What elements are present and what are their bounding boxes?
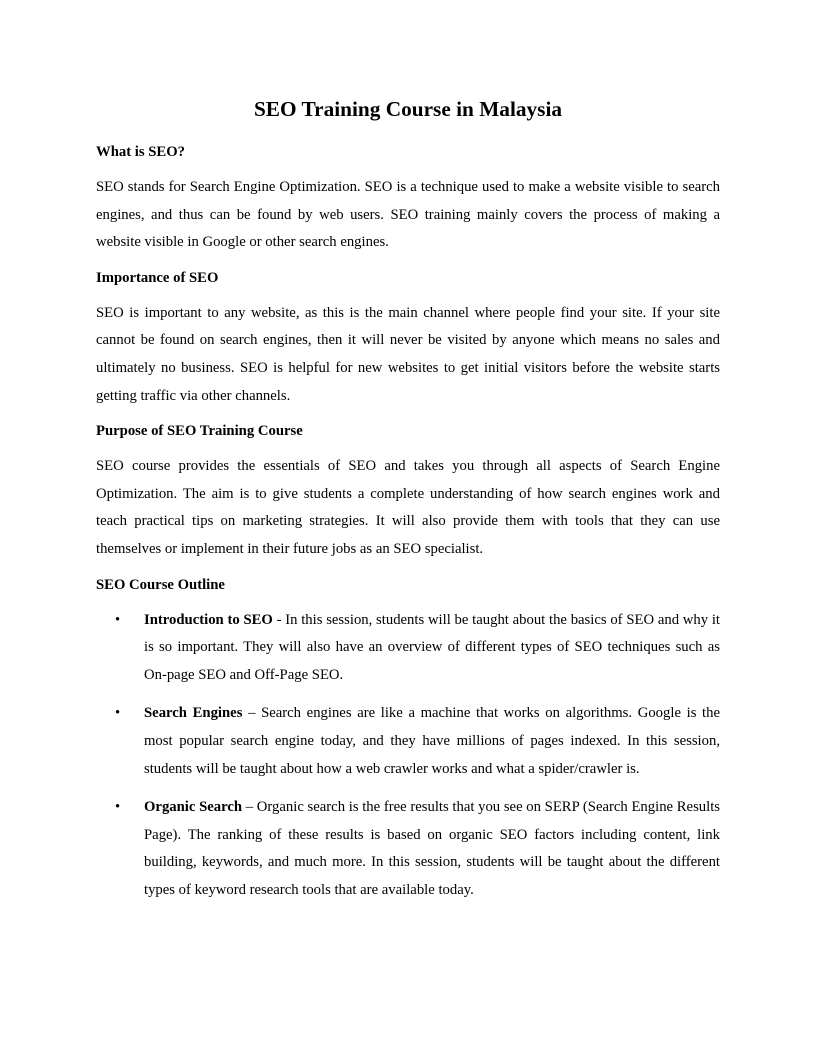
list-item [96, 794, 720, 904]
page-title: SEO Training Course in Malaysia [253, 97, 563, 121]
bullet-icon: • [115, 611, 121, 628]
bullet-icon: • [115, 705, 121, 722]
list-item [96, 607, 720, 690]
document-page [96, 92, 720, 904]
section-body-importance: SEO is important to any website, as this is the main channel where people find your site. If your site cannot be found on search engines, then it will never be visited by anyone which means no sales and ultimately no business. SEO is helpful for new websites to get initial visitors before the website starts getting traffic via other channels. [96, 304, 720, 404]
outline-term: Introduction to SEO [144, 611, 273, 628]
section-body-purpose: SEO course provides the essentials of SEO and takes you through all aspects of Search Engine Optimization. The aim is to give students a complete understanding of how search engines work and teach practical tips on marketing strategies. It will also provide them with tools that they can use themselves or implement in their future jobs as an SEO specialist. [96, 458, 720, 557]
outline-term: Organic Search [144, 799, 243, 816]
section-heading-purpose: Purpose of SEO Training Course [96, 423, 303, 440]
section-heading-what-is-seo: What is SEO? [96, 144, 185, 160]
section-heading-importance: Importance of SEO [96, 269, 219, 286]
outline-text: – Organic search is the free results that you see on SERP (Search Engine Results Page). The ranking of these results is based on organic SEO factors including content, link building, keywords, and much more. In this session, students will be taught about the different types of keyword research tools that are available today. [144, 799, 721, 898]
outline-term: Search Engines [144, 705, 243, 722]
list-item [96, 700, 720, 783]
course-outline-list [96, 607, 720, 905]
section-heading-outline: SEO Course Outline [96, 576, 225, 593]
outline-text: - In this session, students will be taught about the basics of SEO and why it is so important. They will also have an overview of different types of SEO techniques such as On-page SEO and Off-Page SEO. [144, 611, 720, 683]
bullet-icon: • [115, 799, 121, 816]
section-body-what-is-seo: SEO stands for Search Engine Optimization. SEO is a technique used to make a website visible to search engines, and thus can be found by web users. SEO training mainly covers the process of making a website visible in Google or other search engines. [96, 179, 720, 251]
outline-text: – Search engines are like a machine that works on algorithms. Google is the most popular search engine today, and they have millions of pages indexed. In this session, students will be taught about how a web crawler works and what a spider/crawler is. [144, 705, 720, 777]
